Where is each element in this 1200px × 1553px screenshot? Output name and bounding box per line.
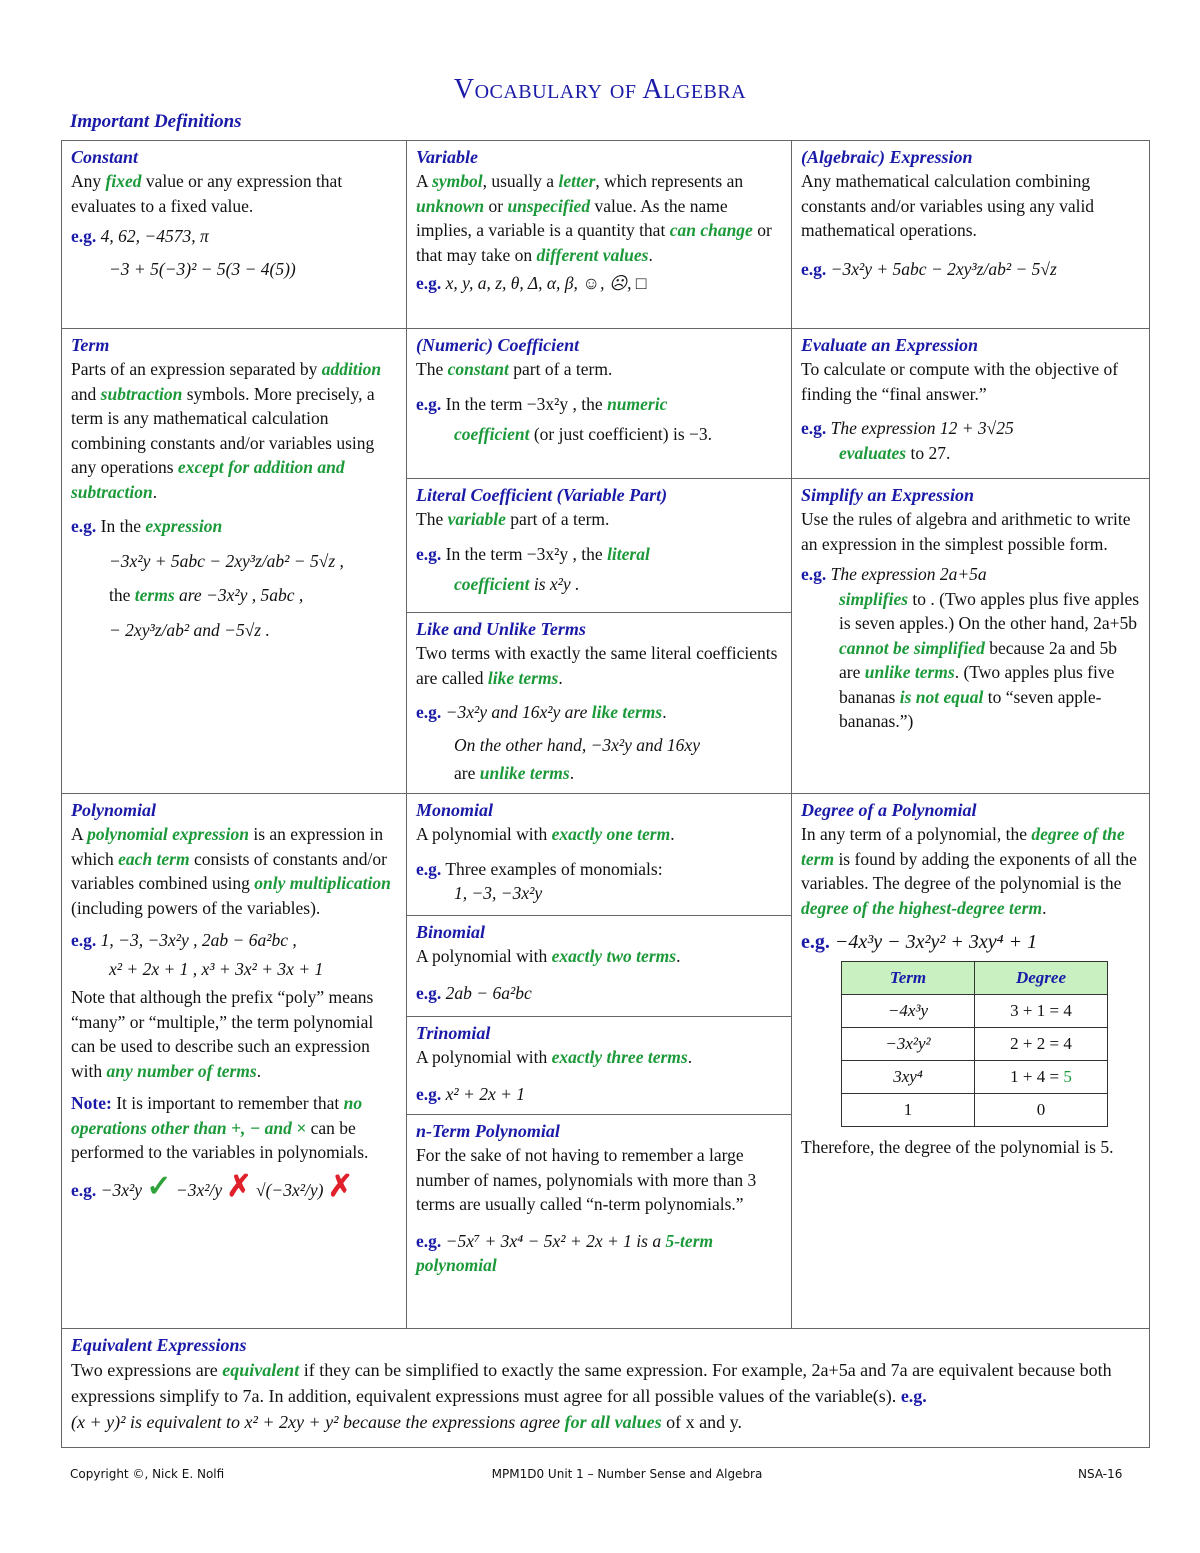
degree-table-col-degree: Degree — [975, 961, 1108, 994]
example-literal: e.g. In the term −3x²y , the literal — [416, 543, 650, 564]
cell-coefficient — [407, 329, 792, 479]
example-coefficient: e.g. In the term −3x²y , the numeric — [416, 393, 668, 414]
example-coefficient-2: coefficient (or just coefficient) is −3. — [454, 424, 713, 444]
heading-trinomial: Trinomial — [416, 1023, 491, 1043]
text-like-terms: Two terms with exactly the same literal coefficients are called like terms. — [416, 643, 778, 688]
example-term-last: − 2xy³z/ab² and −5√z . — [109, 619, 270, 640]
example-binomial: e.g. 2ab − 6a²bc — [416, 982, 532, 1003]
text-n-term: For the sake of not having to remember a large number of names, polynomials with more than 3 terms are usually called “n-term polynomials.” — [416, 1145, 757, 1214]
text-simplify: Use the rules of algebra and arithmetic to write an expression in the simplest possible form. — [801, 509, 1131, 554]
cell-trinomial — [407, 1017, 792, 1115]
example-polynomial-valid-invalid: e.g. −3x²y ✓ −3x²/y ✗ √(−3x²/y) ✗ — [71, 1169, 353, 1203]
cell-evaluate — [792, 329, 1149, 479]
text-equivalent: Two expressions are equivalent if they can be simplified to exactly the same expression. For example, 2a+5a and 7a are equivalent because both expressions simplify to 7a. In addition, equivalent expressions must agree for all possible values of the variable(s). e.g. (x + y)² is equivalent to x² + 2xy + y² because the expressions agree for all values of x and y. — [71, 1360, 1112, 1432]
cell-polynomial — [62, 794, 407, 1329]
heading-polynomial: Polynomial — [71, 800, 156, 820]
table-row: 1 0 — [842, 1093, 1108, 1126]
cell-term — [62, 329, 407, 794]
heading-simplify: Simplify an Expression — [801, 485, 975, 505]
text-monomial: A polynomial with exactly one term. — [416, 824, 675, 844]
cell-simplify — [792, 479, 1149, 794]
heading-like-terms: Like and Unlike Terms — [416, 619, 586, 639]
table-row: −3x²y² 2 + 2 = 4 — [842, 1027, 1108, 1060]
example-variable: e.g. x, y, a, z, θ, Δ, α, β, ☺, ☹, □ — [416, 273, 647, 293]
cross-icon: ✗ — [226, 1169, 252, 1203]
text-trinomial: A polynomial with exactly three terms. — [416, 1047, 693, 1067]
text-polynomial: A polynomial expression is an expression in which each term consists of constants and/or variables combined using only multiplication (including powers of the variables). — [71, 824, 391, 918]
cell-constant — [62, 141, 407, 329]
heading-constant: Constant — [71, 147, 139, 167]
cell-equivalent — [62, 1329, 1149, 1447]
table-row: 3xy⁴ 1 + 4 = 5 — [842, 1060, 1108, 1093]
cross-icon: ✗ — [327, 1169, 353, 1203]
heading-coefficient: (Numeric) Coefficient — [416, 335, 580, 355]
section-subtitle: Important Definitions — [70, 111, 242, 132]
degree-table — [841, 961, 1108, 1127]
example-evaluate-2: evaluates to 27. — [839, 442, 951, 463]
cell-n-term — [407, 1115, 792, 1329]
footer-copyright: Copyright ©, Nick E. Nolfi — [70, 1467, 225, 1481]
example-term: e.g. In the expression — [71, 516, 223, 536]
text-polynomial-important: Note: It is important to remember that no operations other than +, − and × can be performed to the variables in polynomials. — [71, 1093, 369, 1162]
heading-expression: (Algebraic) Expression — [801, 147, 973, 167]
example-constant-expression: −3 + 5(−3)² − 5(3 − 4(5)) — [109, 258, 296, 279]
example-term-terms: the terms are −3x²y , 5abc , — [109, 585, 304, 605]
cell-like-terms — [407, 613, 792, 794]
text-expression: Any mathematical calculation combining constants and/or variables using any valid mathematical operations. — [801, 171, 1095, 240]
example-evaluate: e.g. The expression 12 + 3√25 — [801, 418, 1014, 438]
example-simplify: e.g. The expression 2a+5a — [801, 564, 987, 584]
example-like-terms: e.g. −3x²y and 16x²y are like terms. — [416, 702, 667, 722]
example-unlike-terms-2: are unlike terms. — [454, 763, 575, 783]
cell-binomial — [407, 916, 792, 1017]
text-evaluate: To calculate or compute with the objective of finding the “final answer.” — [801, 359, 1119, 404]
example-polynomial: e.g. 1, −3, −3x²y , 2ab − 6a²bc , — [71, 930, 297, 950]
text-variable: A symbol, usually a letter, which represents an unknown or unspecified value. As the name implies, a variable is a quantity that can change or that may take on different values. — [416, 171, 772, 265]
footer-unit: MPM1D0 Unit 1 – Number Sense and Algebra — [491, 1467, 763, 1481]
cell-degree — [792, 794, 1149, 1329]
heading-term: Term — [71, 335, 110, 355]
cell-literal — [407, 479, 792, 613]
heading-binomial: Binomial — [416, 922, 486, 942]
example-term-expression: −3x²y + 5abc − 2xy³z/ab² − 5√z , — [109, 550, 344, 571]
degree-table-col-term: Term — [842, 961, 975, 994]
example-literal-2: coefficient is x²y . — [454, 574, 580, 594]
page-title: Vocabulary of Algebra — [453, 74, 747, 105]
cell-expression — [792, 141, 1149, 329]
example-unlike-terms: On the other hand, −3x²y and 16xy — [454, 734, 700, 755]
heading-evaluate: Evaluate an Expression — [801, 335, 979, 355]
example-simplify-2: simplifies to . (Two apples plus five apples is seven apples.) On the other hand, 2a+5b cannot be simplified because 2a and 5b are unlike terms. (Two apples plus five bananas is not equal to “seven apple-bananas.”) — [839, 588, 1140, 731]
cell-variable — [407, 141, 792, 329]
definitions-grid — [61, 140, 1150, 1448]
heading-degree: Degree of a Polynomial — [801, 800, 977, 820]
heading-equivalent: Equivalent Expressions — [71, 1335, 247, 1355]
text-term: Parts of an expression separated by addition and subtraction symbols. More precisely, a term is any mathematical calculation combining constants and/or variables using any operations except for addition and subtraction. — [71, 359, 382, 502]
example-degree: e.g. −4x³y − 3x²y² + 3xy⁴ + 1 — [801, 931, 1038, 953]
heading-n-term: n-Term Polynomial — [416, 1121, 560, 1141]
example-expression: e.g. −3x²y + 5abc − 2xy³z/ab² − 5√z — [801, 258, 1057, 279]
footer-page-number: NSA-16 — [1078, 1467, 1123, 1481]
text-degree: In any term of a polynomial, the degree of the term is found by adding the exponents of all the variables. The degree of the polynomial is the degree of the highest-degree term. — [801, 824, 1137, 918]
table-row: −4x³y 3 + 1 = 4 — [842, 994, 1108, 1027]
example-trinomial: e.g. x² + 2x + 1 — [416, 1083, 526, 1104]
text-binomial: A polynomial with exactly two terms. — [416, 946, 681, 966]
example-monomial-2: 1, −3, −3x²y — [454, 883, 543, 903]
text-coefficient: The constant part of a term. — [416, 359, 613, 379]
heading-monomial: Monomial — [416, 800, 494, 820]
example-constant: e.g. 4, 62, −4573, π — [71, 226, 209, 246]
example-n-term: e.g. −5x⁷ + 3x⁴ − 5x² + 2x + 1 is a 5-term polynomial — [416, 1230, 714, 1275]
check-icon: ✓ — [146, 1169, 172, 1203]
text-constant: Any fixed value or any expression that evaluates to a fixed value. — [71, 171, 343, 216]
example-polynomial-2: x² + 2x + 1 , x³ + 3x² + 3x + 1 — [109, 958, 324, 979]
text-literal: The variable part of a term. — [416, 509, 610, 529]
example-monomial: e.g. Three examples of monomials: — [416, 858, 663, 879]
text-polynomial-note: Note that although the prefix “poly” means “many” or “multiple,” the term polynomial can be used to describe such an expression with any number of terms. — [71, 987, 374, 1081]
cell-monomial — [407, 794, 792, 916]
heading-variable: Variable — [416, 147, 479, 167]
degree-table-header — [842, 961, 1108, 994]
text-degree-conclusion: Therefore, the degree of the polynomial is 5. — [801, 1136, 1114, 1157]
heading-literal: Literal Coefficient (Variable Part) — [416, 485, 668, 505]
